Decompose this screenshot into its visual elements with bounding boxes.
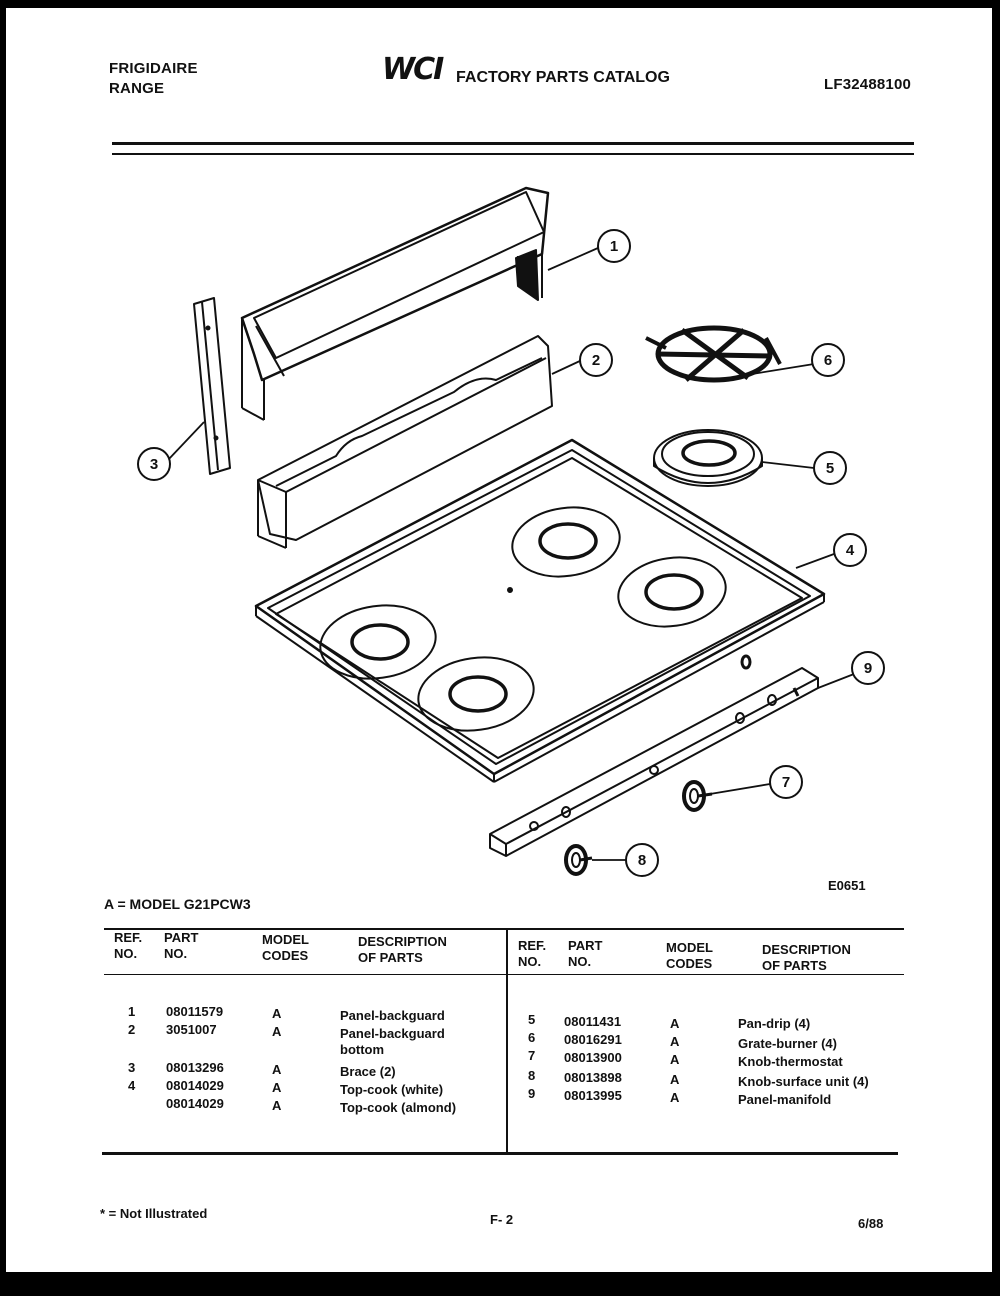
header-ref: REF. NO.: [114, 930, 143, 961]
part-drip-pan: [654, 430, 762, 486]
svg-text:2: 2: [591, 352, 601, 369]
part-brace: [194, 298, 230, 474]
part-thermostat-knob: [684, 782, 712, 810]
wci-logo: WCI: [382, 52, 443, 87]
exploded-parts-diagram: [6, 8, 992, 908]
header-model-right: MODEL CODES: [666, 940, 713, 971]
table-bottom-rule: [102, 1152, 898, 1155]
callout-8: [626, 844, 658, 876]
callout-4: [834, 534, 866, 566]
callout-5: [814, 452, 846, 484]
callout-9: [852, 652, 884, 684]
svg-text:4: 4: [845, 542, 855, 559]
table-top-rule: [104, 928, 904, 930]
catalog-page: FRIGIDAIRE RANGE WCI FACTORY PARTS CATALOG LF32488100 1 2 3 4 5 6 7 8 9 E0651 A = MODEL G21PCW3 REF. NO. PART NO. MODEL CODES DESCRIPTION OF PARTS REF. NO. PART NO. MODEL CODES DESCRIPTION OF PARTS 1 08011579 A Panel-backguard 2 3051007 A Panel-backguard bottom 3 08013296 A Brace (2) 4 08014029 A Top-cook (white) 08014029 A Top-cook (almond) 5 08011431 A Pan-drip (4) 6 08016291 A Grate-burner (4) 7 08013900 A Knob-thermostat 8 08013898 A Knob-surface unit (4) 9 08013995 A Panel-manifold * = Not Illustrated F- 2 6/88: [6, 8, 992, 1272]
svg-text:7: 7: [781, 774, 791, 791]
page-number: F- 2: [490, 1212, 514, 1227]
footnote: * = Not Illustrated: [100, 1206, 208, 1221]
callout-7: [770, 766, 802, 798]
callout-3: [138, 448, 170, 480]
svg-text:8: 8: [637, 852, 647, 869]
svg-text:5: 5: [825, 460, 835, 477]
svg-text:1: 1: [609, 238, 619, 255]
svg-text:6: 6: [823, 352, 833, 369]
callout-2: [580, 344, 612, 376]
svg-text:3: 3: [149, 456, 159, 473]
header-model: MODEL CODES: [262, 932, 309, 963]
header-desc: DESCRIPTION OF PARTS: [358, 934, 447, 965]
part-surface-knob: [566, 846, 592, 874]
header-ref-right: REF. NO.: [518, 938, 547, 969]
callout-1: [598, 230, 630, 262]
header-desc-right: DESCRIPTION OF PARTS: [762, 942, 851, 973]
callout-6: [812, 344, 844, 376]
table-divider: [506, 930, 508, 1152]
header-part: PART NO.: [164, 930, 199, 961]
model-line: A = MODEL G21PCW3: [104, 896, 251, 912]
catalog-number: LF32488100: [824, 76, 912, 93]
revision-date: 6/88: [858, 1216, 884, 1231]
brand-name: FRIGIDAIRE: [109, 60, 198, 77]
drawing-code: E0651: [828, 878, 866, 893]
svg-text:9: 9: [863, 660, 873, 677]
header-part-right: PART NO.: [568, 938, 603, 969]
table-header-rule-left: [104, 974, 506, 975]
catalog-title: FACTORY PARTS CATALOG: [456, 69, 670, 86]
product-type: RANGE: [109, 80, 165, 97]
table-header-rule-right: [506, 974, 904, 975]
